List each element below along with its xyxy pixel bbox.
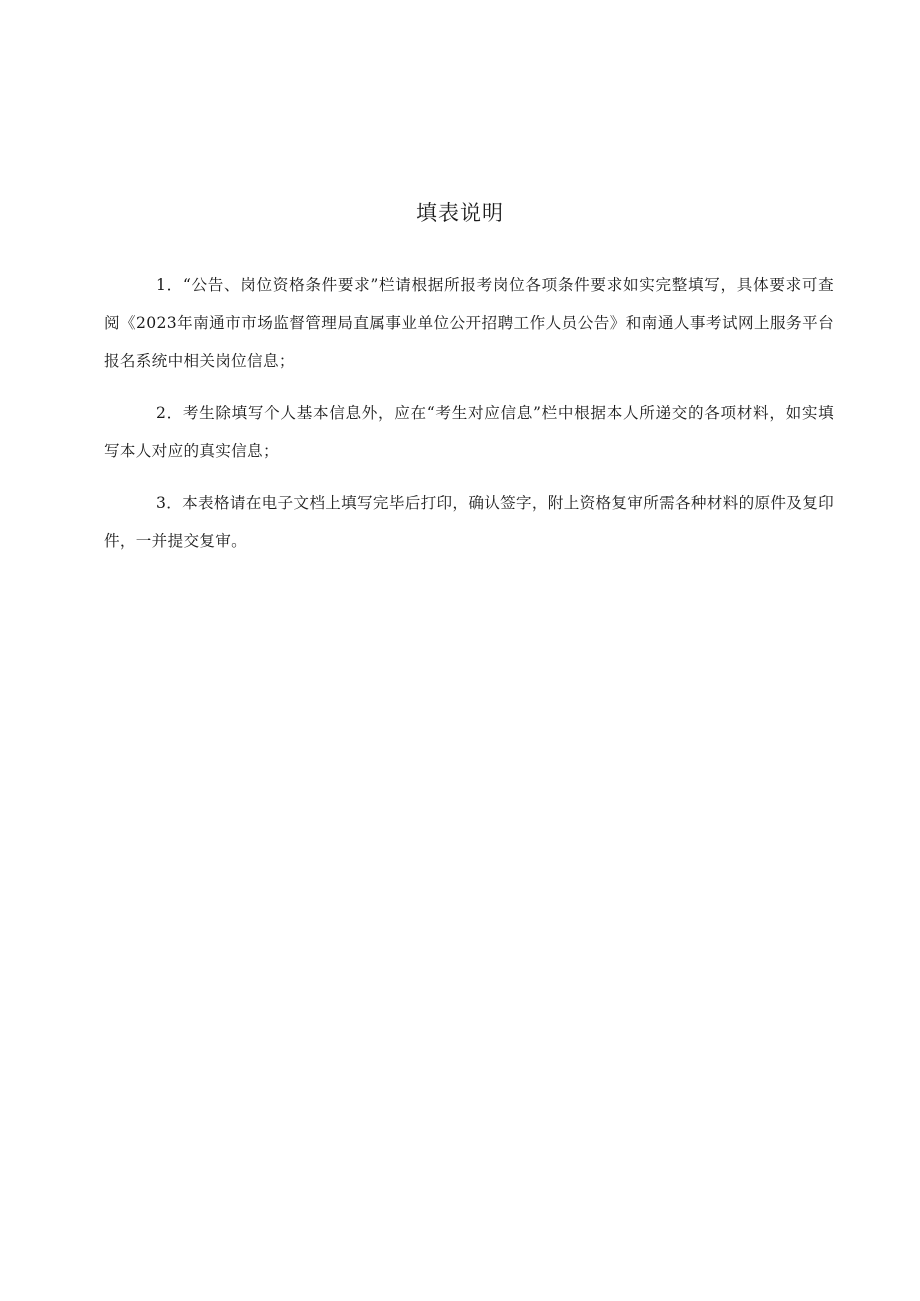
instruction-paragraph-2: 2．考生除填写个人基本信息外，应在“考生对应信息”栏中根据本人所递交的各项材料，如实填写本人对应的真实信息； bbox=[104, 404, 834, 460]
instruction-paragraph-3: 3．本表格请在电子文档上填写完毕后打印，确认签字，附上资格复审所需各种材料的原件及复印件，一并提交复审。 bbox=[104, 494, 834, 550]
instructions-body bbox=[104, 266, 834, 574]
instruction-paragraph-1: 1．“公告、岗位资格条件要求”栏请根据所报考岗位各项条件要求如实完整填写，具体要求可查阅《2023年南通市市场监督管理局直属事业单位公开招聘工作人员公告》和南通人事考试网上服务平台报名系统中相关岗位信息； bbox=[104, 276, 834, 370]
page-title: 填表说明 bbox=[416, 201, 504, 225]
